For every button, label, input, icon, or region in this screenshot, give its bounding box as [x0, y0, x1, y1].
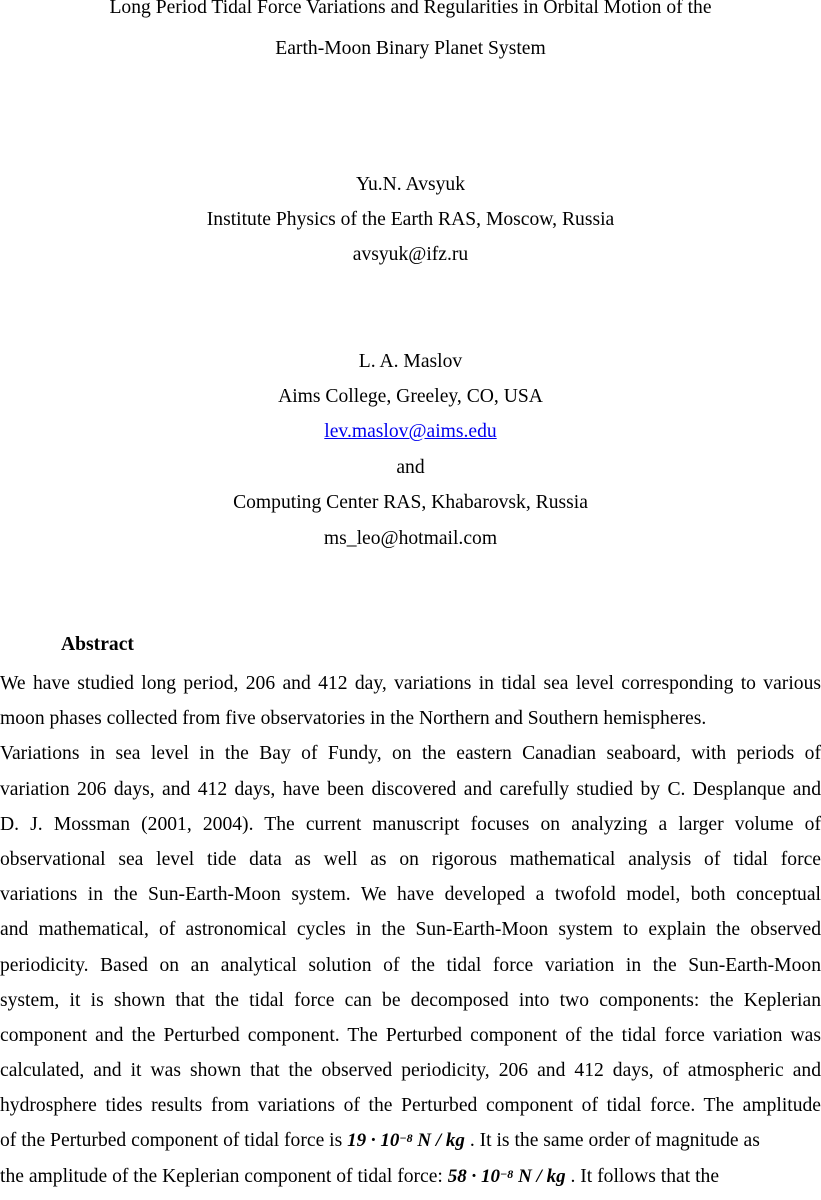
- abstract-text: . It is the same order of magnitude as: [464, 1130, 760, 1152]
- title-line-2: Earth-Moon Binary Planet System: [275, 38, 546, 59]
- abstract-line: calculated, and it was shown that the observed periodicity, 206 and 412 days, of atmospheric and: [0, 1060, 821, 1082]
- abstract-line: observational sea level tide data as well as on rigorous mathematical analysis of tidal force: [0, 848, 821, 870]
- author-2-name: L. A. Maslov: [358, 351, 463, 372]
- abstract-heading: Abstract: [61, 634, 134, 655]
- title-line-1: Long Period Tidal Force Variations and Regularities in Orbital Motion of the: [109, 0, 712, 18]
- abstract-line: moon phases collected from five observatories in the Northern and Southern hemispheres.: [0, 708, 707, 730]
- formula-mantissa: 58 · 10: [447, 1165, 501, 1187]
- formula-exponent: −8: [399, 1131, 413, 1146]
- abstract-line: variations in the Sun-Earth-Moon system. We have developed a twofold model, both conceptual: [0, 884, 821, 906]
- author-2-email-row: [0, 421, 821, 443]
- formula-mantissa: 19 · 10: [347, 1130, 400, 1152]
- abstract-line: hydrosphere tides results from variations of the Perturbed component of tidal force. The amplitude: [0, 1095, 821, 1117]
- abstract-line: and mathematical, of astronomical cycles in the Sun-Earth-Moon system to explain the observed: [0, 919, 821, 941]
- abstract-text: the amplitude of the Keplerian component of tidal force:: [0, 1165, 448, 1187]
- keplerian-amplitude-formula: [448, 1166, 566, 1187]
- abstract-line: Variations in sea level in the Bay of Fundy, on the eastern Canadian seaboard, with periods of: [0, 743, 821, 765]
- abstract-body: [0, 669, 821, 1197]
- author-2-affiliation-2: Computing Center RAS, Khabarovsk, Russia: [233, 492, 588, 513]
- abstract-line-with-math: [0, 1126, 821, 1161]
- formula-exponent: −8: [500, 1166, 514, 1181]
- author-2-email-link[interactable]: lev.maslov@aims.edu: [324, 421, 497, 442]
- author-1-name: Yu.N. Avsyuk: [355, 174, 466, 195]
- abstract-line: D. J. Mossman (2001, 2004). The current manuscript focuses on analyzing a larger volume of: [0, 813, 821, 835]
- author-1-email: avsyuk@ifz.ru: [352, 244, 469, 265]
- perturbed-amplitude-formula: [347, 1130, 465, 1151]
- author-1-affiliation: Institute Physics of the Earth RAS, Moscow, Russia: [206, 209, 615, 230]
- abstract-line: periodicity. Based on an analytical solution of the tidal force variation in the Sun-Earth-Moon: [0, 954, 821, 976]
- abstract-text: of the Perturbed component of tidal force is: [0, 1130, 348, 1152]
- abstract-line: We have studied long period, 206 and 412 day, variations in tidal sea level corresponding to various: [0, 673, 821, 694]
- author-2-conjunction: and: [396, 457, 425, 478]
- abstract-text: . It follows that the: [565, 1165, 720, 1187]
- formula-unit: N / kg: [513, 1165, 566, 1187]
- author-2-email-2: ms_leo@hotmail.com: [323, 528, 498, 549]
- abstract-line: variation 206 days, and 412 days, have been discovered and carefully studied by C. Desplanque and: [0, 778, 821, 800]
- abstract-line: component and the Perturbed component. The Perturbed component of the tidal force variation was: [0, 1024, 821, 1046]
- formula-unit: N / kg: [412, 1130, 465, 1152]
- abstract-line: system, it is shown that the tidal force can be decomposed into two components: the Keplerian: [0, 989, 821, 1011]
- abstract-line-with-math: [0, 1162, 821, 1197]
- author-2-affiliation: Aims College, Greeley, CO, USA: [278, 386, 543, 407]
